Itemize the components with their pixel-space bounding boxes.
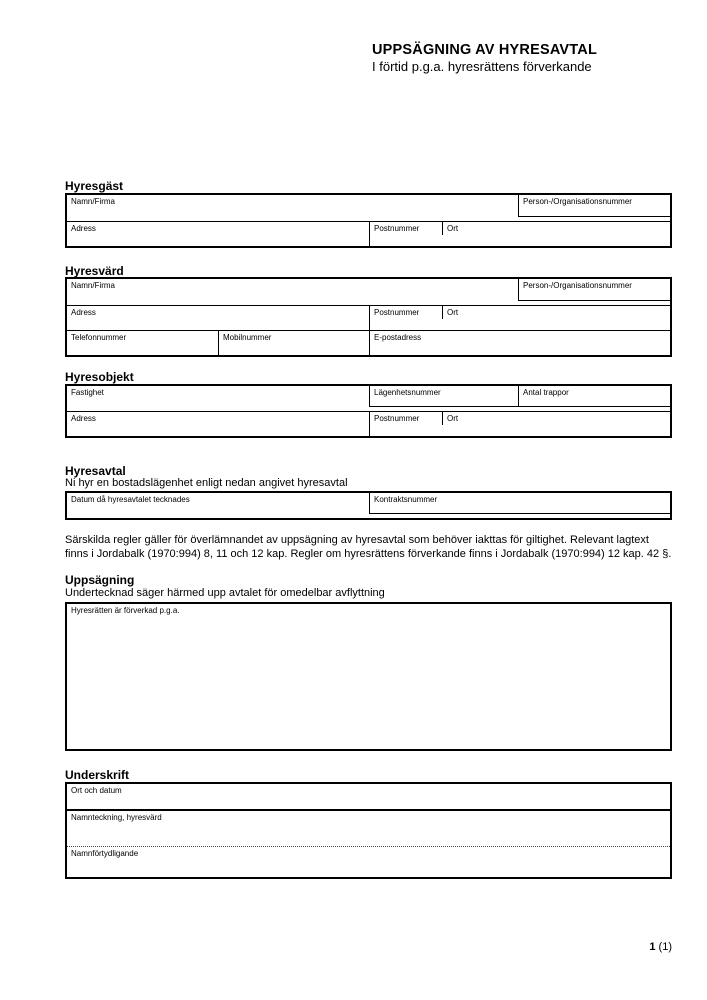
- hyresgast-person-orgnummer-field[interactable]: [518, 195, 670, 217]
- field-label: Person-/Organisationsnummer: [523, 197, 632, 206]
- field-label: Namnteckning, hyresvärd: [71, 813, 162, 822]
- field-label: Postnummer: [374, 308, 420, 317]
- section-heading-hyresvard: Hyresvärd: [65, 264, 124, 278]
- hyresavtal-kontraktsnummer-field[interactable]: [369, 493, 670, 514]
- field-label: Kontraktsnummer: [374, 495, 438, 504]
- field-label: Person-/Organisationsnummer: [523, 281, 632, 290]
- hyresvard-table: [65, 277, 672, 357]
- hyresgast-adress-field[interactable]: [67, 222, 369, 246]
- hyresvard-mobilnummer-field[interactable]: [218, 331, 369, 355]
- hyresgast-namn-firma-field[interactable]: [67, 195, 518, 221]
- uppsagning-reason-field[interactable]: [65, 602, 672, 751]
- underskrift-table: [65, 782, 672, 879]
- underskrift-namnfortydligande-field[interactable]: [67, 846, 670, 877]
- hyresobjekt-ort-field[interactable]: [443, 412, 670, 436]
- field-label: Namn/Firma: [71, 281, 116, 290]
- page-number: [649, 941, 672, 953]
- field-label: Ort och datum: [71, 786, 122, 795]
- section-heading-hyresavtal: Hyresavtal: [65, 464, 126, 478]
- table-row: [67, 195, 670, 221]
- hyresavtal-datum-field[interactable]: [67, 493, 369, 518]
- uppsagning-subtitle: Undertecknad säger härmed upp avtalet för omedelbar avflyttning: [65, 587, 385, 599]
- field-label: Postnummer: [374, 224, 420, 233]
- hyresgast-ort-field[interactable]: [443, 222, 670, 246]
- hyresvard-namn-firma-field[interactable]: [67, 279, 518, 305]
- hyresavtal-table: [65, 491, 672, 520]
- field-label: Namnförtydligande: [71, 849, 139, 858]
- field-label: Telefonnummer: [71, 333, 127, 342]
- form-content: [65, 0, 672, 879]
- hyresobjekt-fastighet-field[interactable]: [67, 386, 369, 411]
- table-row: [67, 279, 670, 305]
- section-heading-hyresgast: Hyresgäst: [65, 179, 124, 193]
- hyresvard-postnummer-field[interactable]: [369, 306, 442, 330]
- field-label: Antal trappor: [523, 388, 569, 397]
- hyresobjekt-table: [65, 384, 672, 438]
- page-number-total: (1): [655, 941, 672, 953]
- section-heading-uppsagning: Uppsägning: [65, 573, 135, 587]
- document-title: UPPSÄGNING AV HYRESAVTAL: [372, 42, 598, 58]
- field-label: Lägenhetsnummer: [374, 388, 441, 397]
- field-label: Fastighet: [71, 388, 104, 397]
- field-label: Adress: [71, 308, 96, 317]
- field-label: Ort: [447, 414, 459, 423]
- table-row: [67, 386, 670, 411]
- hyresvard-epostadress-field[interactable]: [369, 331, 670, 355]
- section-heading-underskrift: Underskrift: [65, 768, 130, 782]
- hyresvard-person-orgnummer-field[interactable]: [518, 279, 670, 301]
- hyresobjekt-antal-trappor-field[interactable]: [518, 386, 670, 407]
- document-subtitle: I förtid p.g.a. hyresrättens förverkande: [372, 59, 592, 74]
- field-label: Ort: [447, 308, 459, 317]
- field-label: Adress: [71, 414, 96, 423]
- hyresvard-ort-field[interactable]: [443, 306, 670, 330]
- underskrift-namnteckning-field[interactable]: [67, 809, 670, 846]
- table-row: [67, 305, 670, 330]
- hyresobjekt-adress-field[interactable]: [67, 412, 369, 436]
- hyresobjekt-lagenhetsnummer-field[interactable]: [369, 386, 518, 407]
- table-row: [67, 221, 670, 246]
- legal-note: Särskilda regler gäller för överlämnandet av uppsägning av hyresavtal som behöver iakttas för giltighet. Relevant lagtext finns i Jordabalk (1970:994) 8, 11 och 12 kap. Regler om hyresrättens förverkande finns i Jordabalk (1970:994) 12 kap. 42 §.: [65, 534, 672, 560]
- field-label: Mobilnummer: [223, 333, 272, 342]
- field-label: Adress: [71, 224, 96, 233]
- field-label: Namn/Firma: [71, 197, 116, 206]
- table-row: [67, 330, 670, 355]
- field-label: Hyresrätten är förverkad p.g.a.: [71, 606, 180, 615]
- hyresgast-postnummer-field[interactable]: [369, 222, 442, 246]
- hyresgast-table: [65, 193, 672, 248]
- table-row: [67, 493, 670, 518]
- section-heading-hyresobjekt: Hyresobjekt: [65, 370, 134, 384]
- page-number-current: 1: [649, 941, 656, 953]
- hyresvard-adress-field[interactable]: [67, 306, 369, 330]
- table-row: [67, 411, 670, 436]
- field-label: Datum då hyresavtalet tecknades: [71, 495, 190, 504]
- hyresvard-telefonnummer-field[interactable]: [67, 331, 218, 355]
- hyresobjekt-postnummer-field[interactable]: [369, 412, 442, 436]
- field-label: Ort: [447, 224, 459, 233]
- field-label: Postnummer: [374, 414, 420, 423]
- hyresavtal-subtitle: Ni hyr en bostadslägenhet enligt nedan angivet hyresavtal: [65, 477, 348, 489]
- underskrift-ort-datum-field[interactable]: [67, 784, 670, 809]
- field-label: E-postadress: [374, 333, 422, 342]
